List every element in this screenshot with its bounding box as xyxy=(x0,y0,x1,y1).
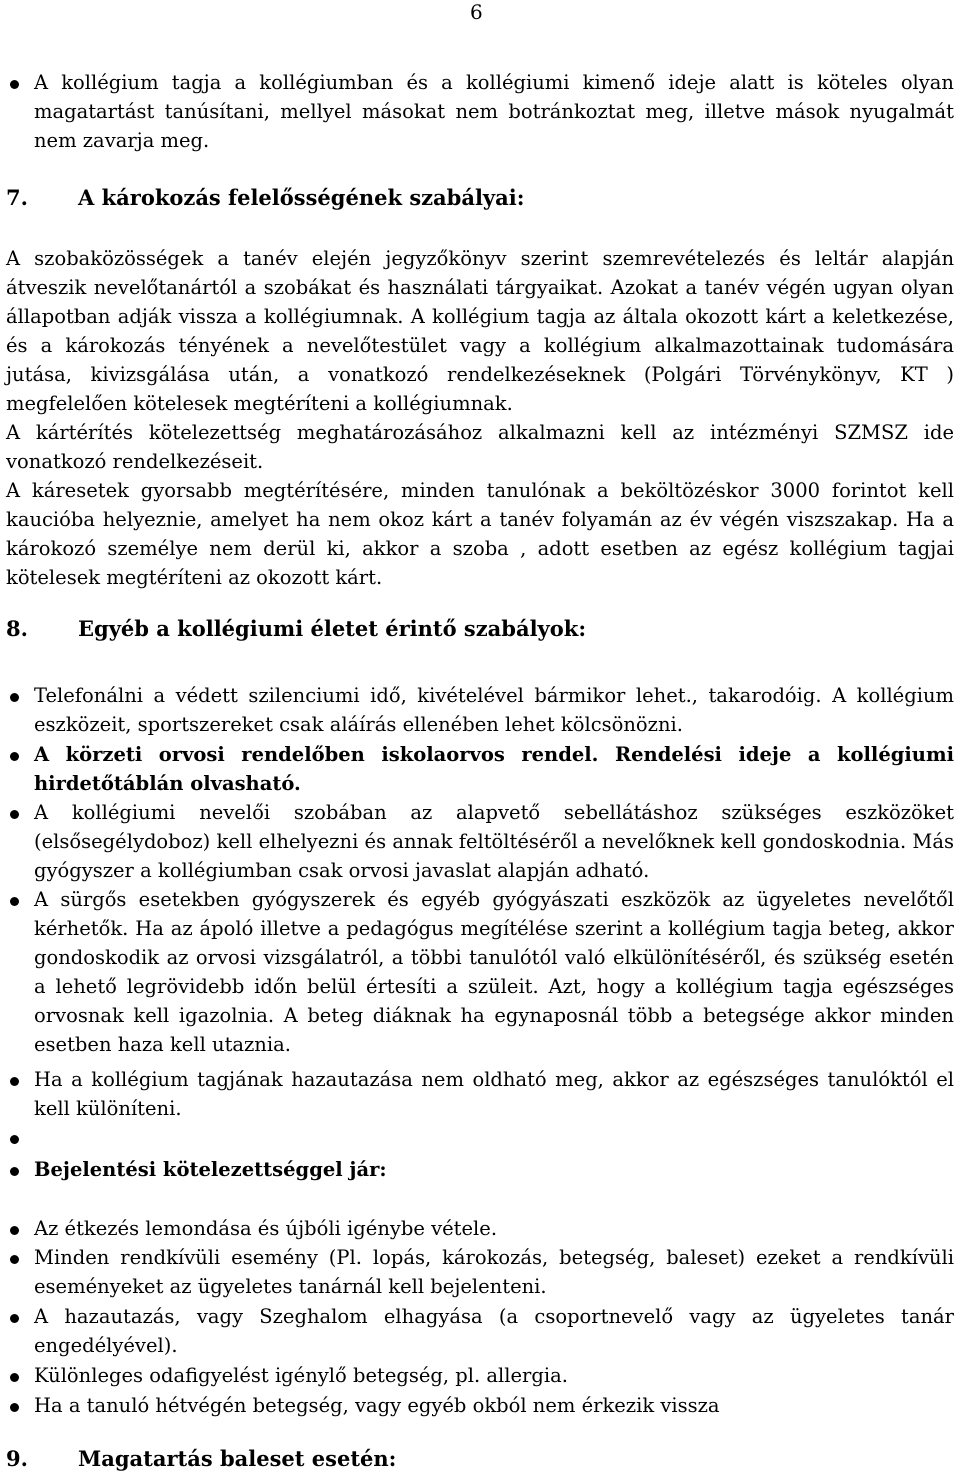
list-item-text: Bejelentési kötelezettséggel jár: xyxy=(34,1158,387,1181)
list-item xyxy=(10,1065,954,1123)
section-8-heading xyxy=(6,614,586,644)
section-7-title: A károkozás felelősségének szabályai: xyxy=(78,185,525,210)
list-item-text: Telefonálni a védett szilenciumi idő, kivételével bármikor lehet., takarodóig. A kollégium eszközeit, sportszereket csak aláírás ellenében lehet kölcsönözni. xyxy=(34,684,954,736)
bullet-icon xyxy=(10,1077,19,1086)
list-item xyxy=(10,1155,954,1184)
report-item xyxy=(10,1391,954,1420)
list-item xyxy=(10,798,954,885)
report-item xyxy=(10,1214,954,1243)
section-7-paragraph: A káresetek gyorsabb megtérítésére, minden tanulónak a beköltözéskor 3000 forintot kell kaucióba helyeznie, amelyet ha nem okoz kárt a tanév folyamán az év végén viszszakap. Ha a károkozó személye nem derül ki, akkor a szoba , adott esetben az egész kollégium tagjai kötelesek megtéríteni az okozott kárt. xyxy=(6,479,954,589)
list-item-text: A sürgős esetekben gyógyszerek és egyéb gyógyászati eszközök az ügyeletes nevelőtől kérhetők. Ha az ápoló illetve a pedagógus megítélése szerint a kollégium tagja beteg, akkor gondoskodik az orvosi vizsgálatról, a többi tanulótól való elkülönítéséről, és szükség esetén a lehető legrövidebb időn belül értesíti a szüleit. Azt, hogy a kollégium tagja egészséges orvosnak kell igazolnia. A beteg diáknak ha egynaposnál több a betegsége akkor minden esetben haza kell utaznia. xyxy=(34,888,954,1056)
report-item-text: Különleges odafigyelést igénylő betegség, pl. allergia. xyxy=(34,1364,568,1387)
section-7-paragraph: A kártérítés kötelezettség meghatározásához alkalmazni kell az intézményi SZMSZ ide vonatkozó rendelkezéseit. xyxy=(6,421,954,473)
bullet-icon xyxy=(10,1135,19,1144)
report-item xyxy=(10,1302,954,1360)
report-item xyxy=(10,1243,954,1301)
intro-bullet xyxy=(10,68,954,155)
section-7-number: 7. xyxy=(6,185,28,210)
section-9-heading xyxy=(6,1444,396,1474)
report-item xyxy=(10,1361,954,1390)
list-item xyxy=(10,681,954,739)
list-item-text: A kollégiumi nevelői szobában az alapvető sebellátáshoz szükséges eszközöket (elsősegélydoboz) kell elhelyezni és annak feltöltéséről a nevelőknek kell gondoskodnia. Más gyógyszer a kollégiumban csak orvosi javaslat alapján adható. xyxy=(34,801,954,882)
bullet-icon xyxy=(10,693,19,702)
bullet-icon xyxy=(10,80,19,89)
bullet-icon xyxy=(10,1373,19,1382)
report-item-text: Minden rendkívüli esemény (Pl. lopás, károkozás, betegség, baleset) ezeket a rendkívüli eseményeket az ügyeletes tanárnál kell bejelenteni. xyxy=(34,1246,954,1298)
bullet-icon xyxy=(10,752,19,761)
bullet-icon xyxy=(10,897,19,906)
bullet-icon xyxy=(10,1255,19,1264)
list-item-text: A körzeti orvosi rendelőben iskolaorvos rendel. Rendelési ideje a kollégiumi hirdetőtáblán olvasható. xyxy=(34,743,954,795)
bullet-icon xyxy=(10,1226,19,1235)
section-8-title: Egyéb a kollégiumi életet érintő szabályok: xyxy=(78,616,587,641)
bullet-icon xyxy=(10,1314,19,1323)
list-item xyxy=(10,885,954,1059)
bullet-icon xyxy=(10,1167,19,1176)
page-number: 6 xyxy=(470,0,483,24)
bullet-icon xyxy=(10,810,19,819)
section-9-title: Magatartás baleset esetén: xyxy=(78,1446,397,1471)
section-9-number: 9. xyxy=(6,1446,28,1471)
bullet-icon xyxy=(10,1403,19,1412)
report-item-text: Az étkezés lemondása és újbóli igénybe vétele. xyxy=(34,1217,498,1240)
section-7-paragraph: A szobaközösségek a tanév elején jegyzőkönyv szerint szemrevételezés és leltár alapján átveszik nevelőtanártól a szobákat és használati tárgyaikat. Azokat a tanév végén ugyan olyan állapotban adják vissza a kollégiumnak. A kollégium tagja az általa okozott kárt a keletkezése, és a károkozás tényének a nevelőtestület vagy a kollégium alkalmazottainak tudomására jutása, kivizsgálása után, a vonatkozó rendelkezéseknek (Polgári Törvénykönyv, KT ) megfelelően kötelesek megtéríteni a kollégiumnak. xyxy=(6,247,954,415)
report-item-text: Ha a tanuló hétvégén betegség, vagy egyéb okból nem érkezik vissza xyxy=(34,1394,720,1417)
section-7-heading xyxy=(6,183,524,213)
intro-bullet-text: A kollégium tagja a kollégiumban és a kollégiumi kimenő ideje alatt is köteles olyan magatartást tanúsítani, mellyel másokat nem botránkoztat meg, illetve mások nyugalmát nem zavarja meg. xyxy=(34,71,954,152)
section-8-number: 8. xyxy=(6,616,28,641)
list-item xyxy=(10,740,954,798)
list-item-text: Ha a kollégium tagjának hazautazása nem oldható meg, akkor az egészséges tanulóktól el kell különíteni. xyxy=(34,1068,954,1120)
report-item-text: A hazautazás, vagy Szeghalom elhagyása (a csoportnevelő vagy az ügyeletes tanár engedélyével). xyxy=(34,1305,954,1357)
